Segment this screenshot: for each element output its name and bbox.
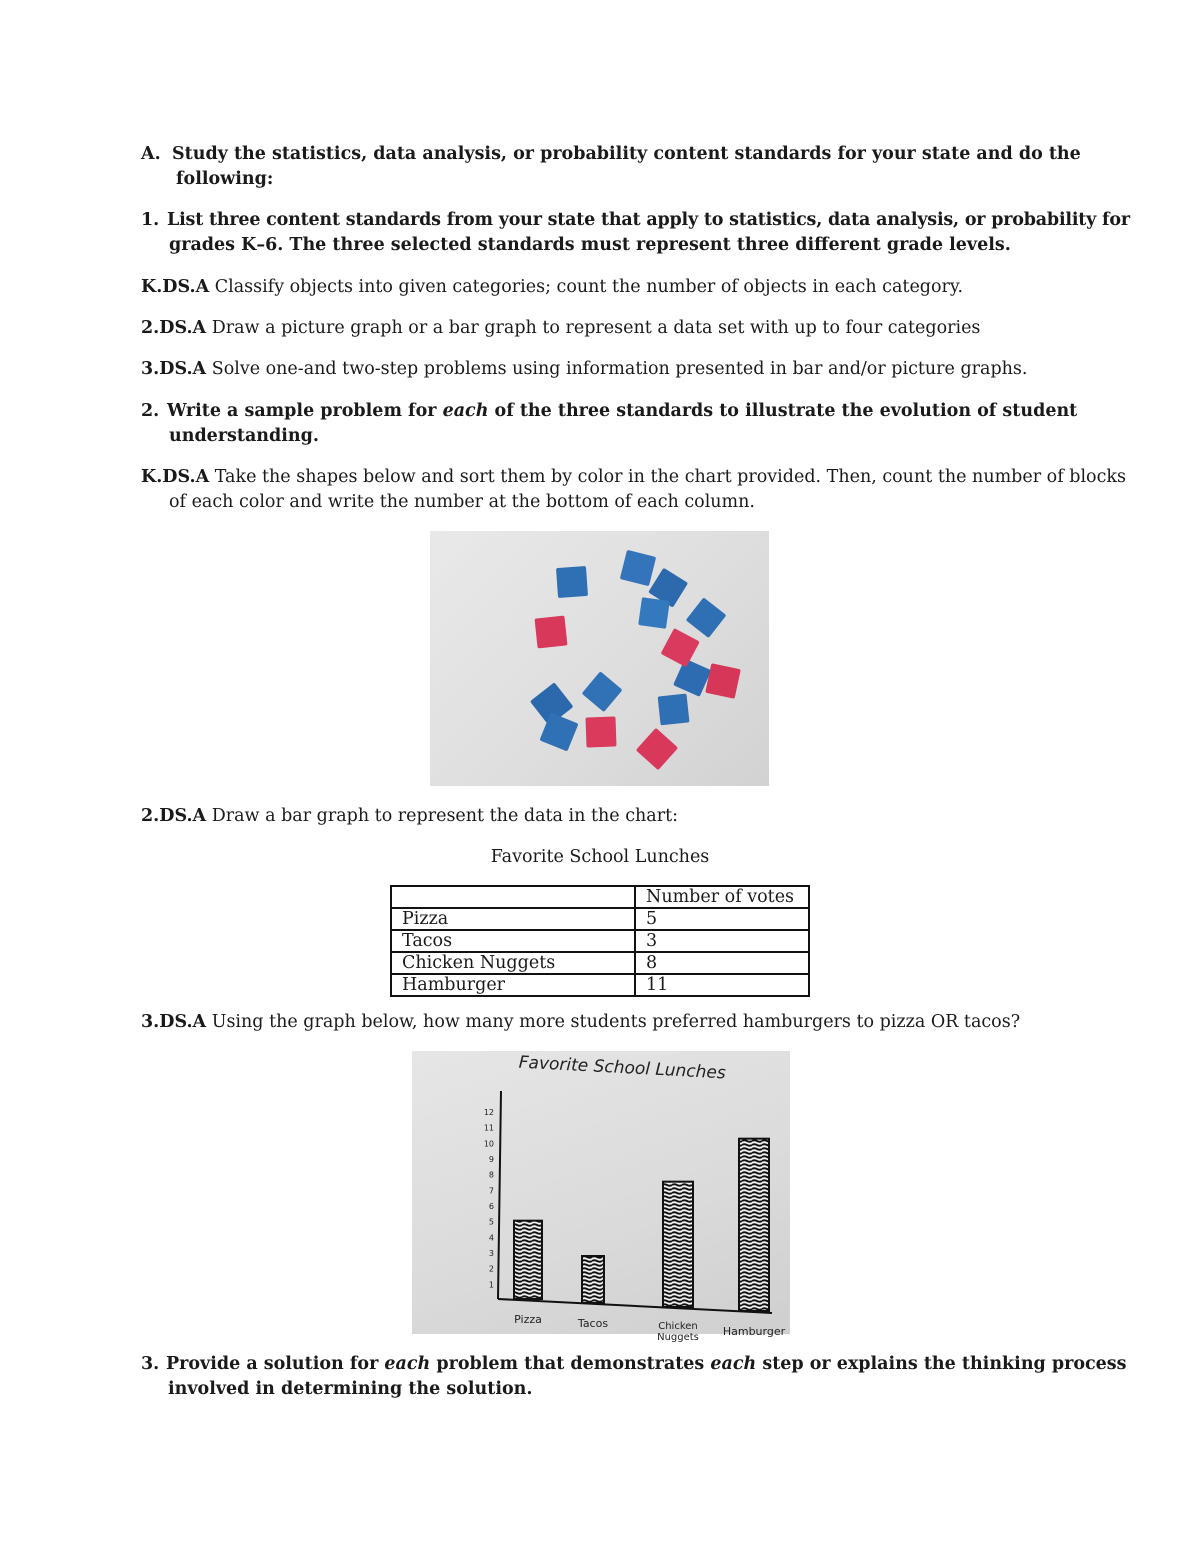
q1-line2: grades K–6. The three selected standards must represent three different grade levels. [169, 235, 1011, 255]
blocks-photo [430, 531, 769, 786]
q2-line1 [167, 399, 1077, 424]
red-block [535, 616, 568, 649]
blue-block [686, 597, 727, 638]
standard-3-code: 3.DS.A [141, 359, 207, 379]
q3-marker: 3. [141, 1354, 160, 1374]
problem-k-code: K.DS.A [141, 467, 210, 487]
y-tick-label: 9 [488, 1155, 494, 1164]
red-block [661, 628, 700, 667]
blocks-photo-svg [430, 531, 769, 786]
y-tick-label: 6 [488, 1202, 494, 1211]
table-title: Favorite School Lunches [490, 847, 710, 867]
red-block [705, 663, 741, 699]
problem-2-code: 2.DS.A [141, 806, 207, 826]
problem-3 [141, 1010, 1020, 1035]
q2-line1-post: of the three standards to illustrate the evolution of student [488, 401, 1078, 421]
problem-k-line1 [141, 465, 1126, 490]
problem-2 [141, 804, 678, 829]
problem-2-text: Draw a bar graph to represent the data in the chart: [206, 806, 678, 826]
chart-bars [514, 1139, 769, 1311]
q2-line2: understanding. [169, 426, 319, 446]
q1-marker: 1. [141, 210, 160, 230]
bar-chicken-nuggets [663, 1182, 693, 1307]
chart-x-labels [514, 1313, 785, 1343]
y-tick-label: 1 [488, 1280, 494, 1290]
table-cell: 3 [635, 930, 809, 952]
y-tick-label: 8 [488, 1170, 494, 1180]
x-tick-label: Chicken Nuggets [657, 1321, 699, 1343]
y-axis-line [498, 1091, 501, 1299]
problem-k-line2: of each color and write the number at the bottom of each column. [169, 492, 755, 512]
problem-3-code: 3.DS.A [141, 1012, 207, 1032]
bar-chart-svg [412, 1051, 790, 1343]
red-block [585, 716, 616, 747]
table-header-cell: Number of votes [635, 886, 809, 908]
blue-block [638, 597, 670, 629]
table-row [391, 908, 809, 930]
standard-2-text: Draw a picture graph or a bar graph to represent a data set with up to four categories [206, 318, 981, 338]
y-tick-label: 11 [483, 1123, 494, 1133]
bar-pizza [514, 1221, 542, 1299]
y-tick-label: 2 [488, 1264, 494, 1274]
blue-block [658, 694, 690, 726]
y-tick-label: 10 [483, 1139, 494, 1149]
section-a-line1: Study the statistics, data analysis, or probability content standards for your state and do the [172, 144, 1081, 164]
bar-tacos [582, 1256, 604, 1303]
y-tick-label: 7 [488, 1186, 494, 1196]
table-row [391, 974, 809, 996]
table-header-row [391, 886, 809, 908]
table-cell: Hamburger [391, 974, 635, 996]
table-header-cell [391, 886, 635, 908]
table-cell: Chicken Nuggets [391, 952, 635, 974]
q2-marker: 2. [141, 401, 160, 421]
q3-line1-em1: each [384, 1354, 431, 1374]
blue-block [556, 566, 588, 598]
q3-line2: involved in determining the solution. [168, 1379, 533, 1399]
table-cell: 8 [635, 952, 809, 974]
standard-3 [141, 357, 1027, 382]
standard-2-code: 2.DS.A [141, 318, 207, 338]
q3-line1-em2: each [710, 1354, 757, 1374]
q2-line1-em: each [442, 401, 489, 421]
q3-line1-pre: Provide a solution for [166, 1354, 385, 1374]
y-tick-label: 3 [488, 1249, 494, 1258]
red-block [636, 728, 678, 770]
y-tick-label: 12 [483, 1108, 494, 1117]
blue-block [620, 550, 656, 586]
q3-line1-post: step or explains the thinking process [756, 1354, 1127, 1374]
bar-hamburger [739, 1139, 769, 1311]
standard-3-text: Solve one-and two-step problems using information presented in bar and/or picture graphs. [206, 359, 1028, 379]
votes-table [390, 885, 810, 997]
q2-line1-pre: Write a sample problem for [167, 401, 443, 421]
table-cell: 5 [635, 908, 809, 930]
chart-title: Favorite School Lunches [518, 1052, 727, 1084]
standard-k-text: Classify objects into given categories; count the number of objects in each category. [209, 277, 964, 297]
section-a-line2: following: [176, 169, 274, 189]
standard-k-code: K.DS.A [141, 277, 210, 297]
q1-line1: List three content standards from your state that apply to statistics, data analysis, or probability for [167, 210, 1130, 230]
bar-graph-photo [412, 1051, 790, 1343]
blue-block [582, 671, 623, 712]
section-a-marker: A. [141, 144, 161, 164]
problem-k-text: Take the shapes below and sort them by color in the chart provided. Then, count the number of blocks [209, 467, 1126, 487]
table-cell: Pizza [391, 908, 635, 930]
y-tick-label: 4 [488, 1233, 494, 1243]
x-axis-line [498, 1299, 772, 1313]
standard-k [141, 275, 963, 300]
x-tick-label: Tacos [577, 1317, 609, 1330]
table-cell: 11 [635, 974, 809, 996]
x-tick-label: Pizza [514, 1313, 542, 1326]
chart-y-ticks [484, 1108, 494, 1289]
table-row [391, 930, 809, 952]
table-row [391, 952, 809, 974]
standard-2 [141, 316, 980, 341]
table-cell: Tacos [391, 930, 635, 952]
q3-line1 [166, 1352, 1127, 1377]
problem-3-text: Using the graph below, how many more students preferred hamburgers to pizza OR tacos? [206, 1012, 1021, 1032]
x-tick-label: Hamburger [722, 1325, 786, 1338]
q3-line1-mid: problem that demonstrates [430, 1354, 711, 1374]
y-tick-label: 5 [488, 1217, 494, 1227]
